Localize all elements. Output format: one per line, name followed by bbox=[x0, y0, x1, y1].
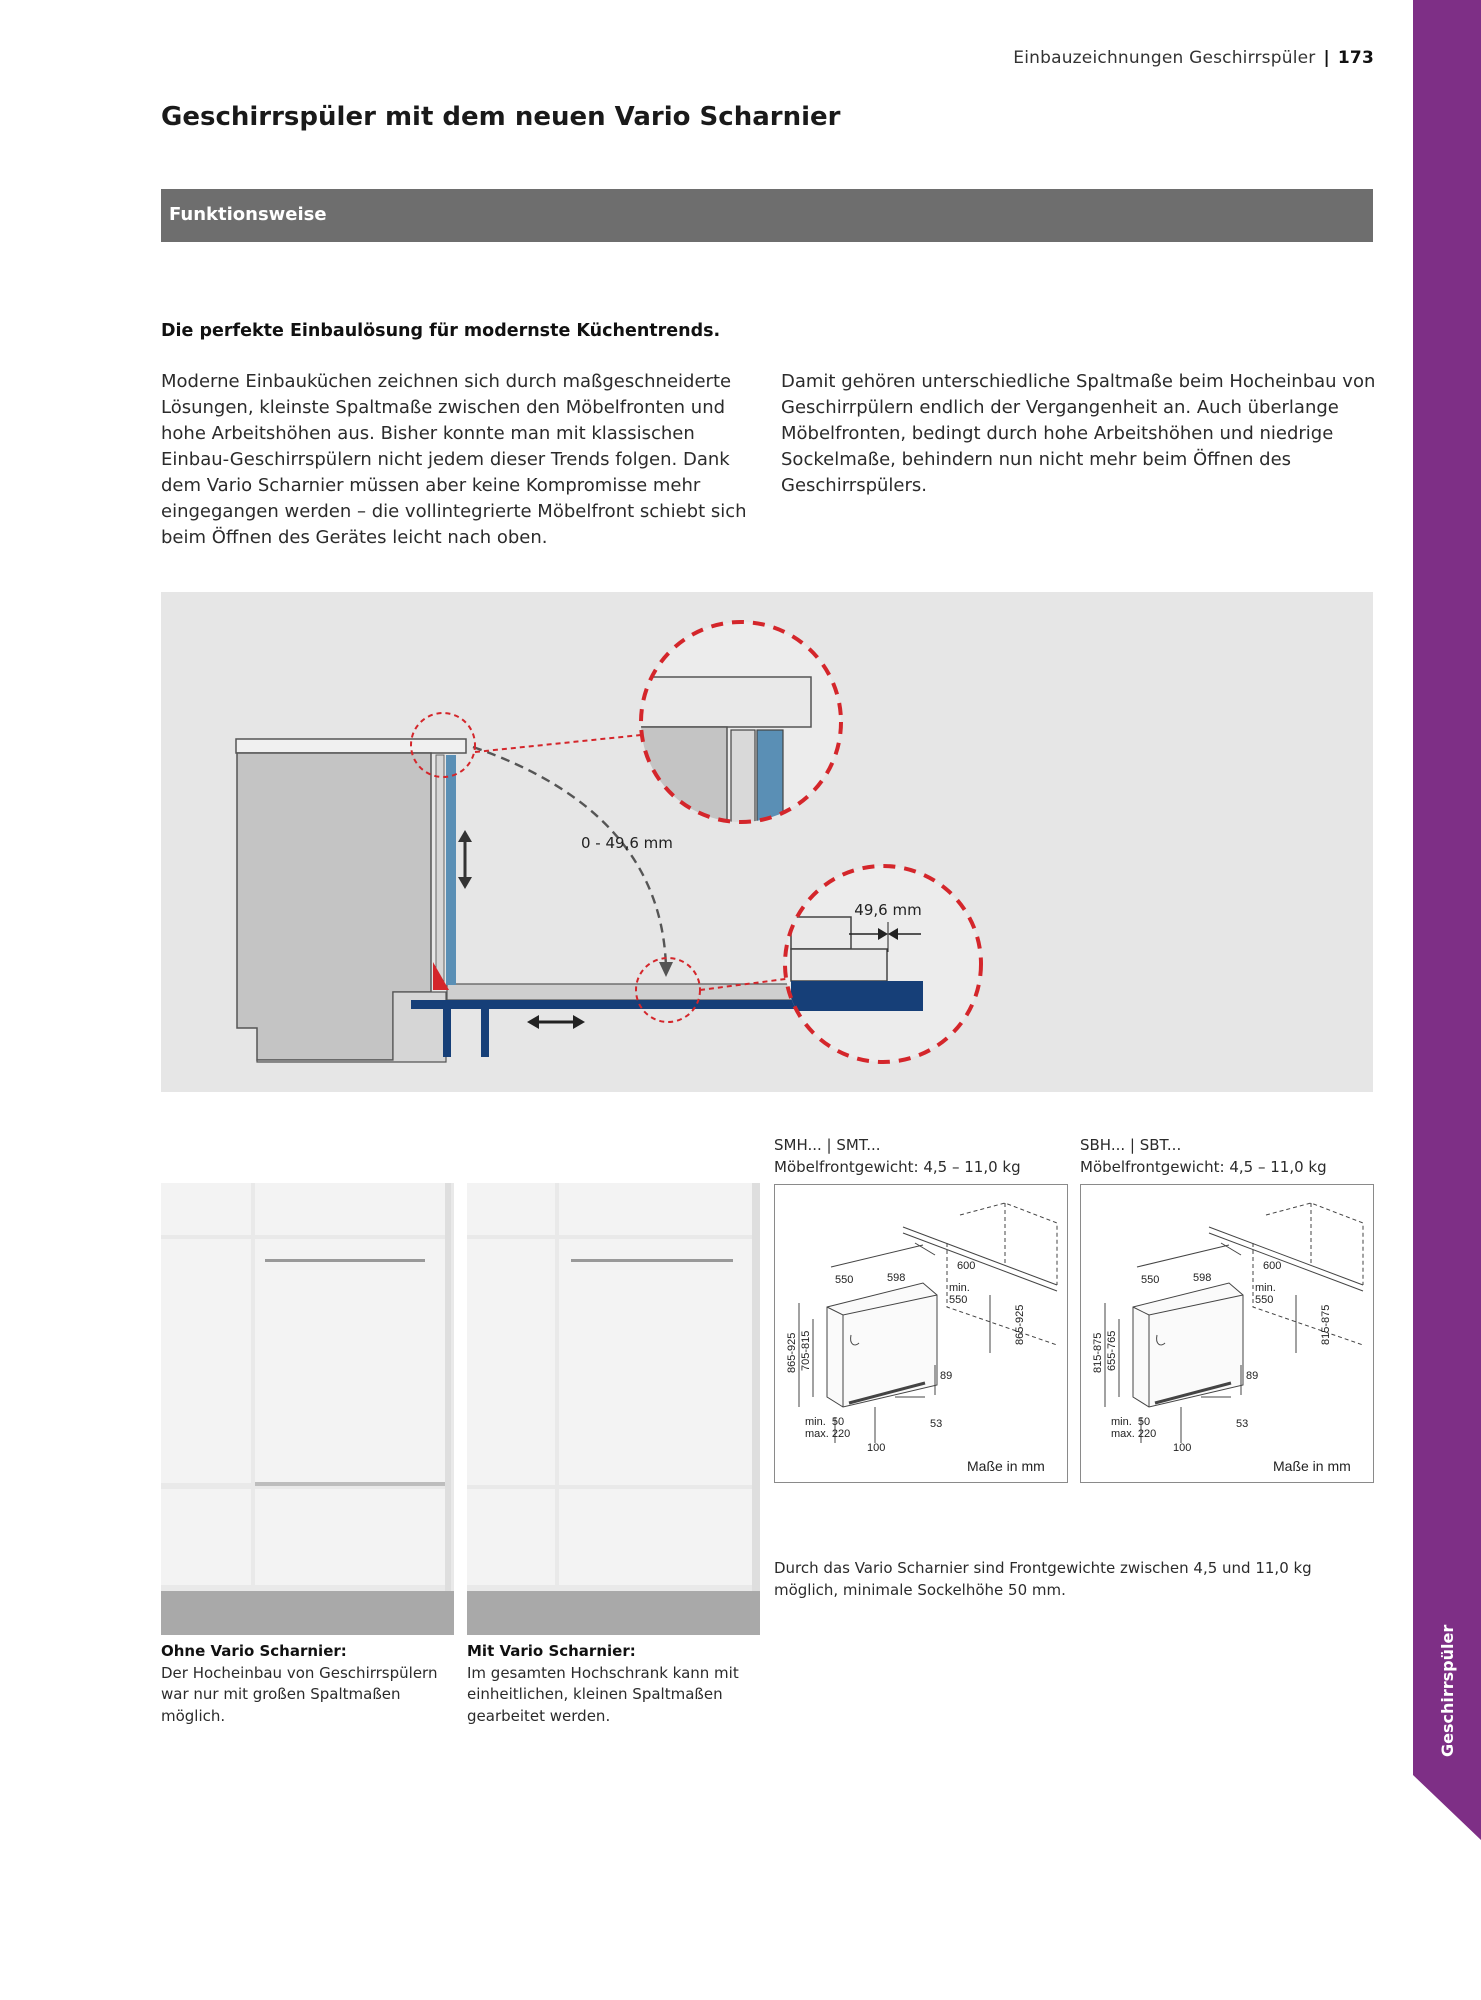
dim-550: 550 bbox=[835, 1274, 854, 1286]
dim-plinth-max: max. 220 bbox=[1111, 1428, 1157, 1440]
dim-height-outer: 865-925 bbox=[786, 1332, 798, 1373]
drawing-2-models: SBH... | SBT... bbox=[1080, 1136, 1182, 1154]
dim-min-550: 550 bbox=[949, 1294, 968, 1306]
running-header-section: Einbauzeichnungen Geschirrspüler bbox=[1013, 48, 1316, 68]
drawing-2-units: Maße in mm bbox=[1273, 1458, 1351, 1474]
side-tab-label: Geschirrspüler bbox=[1438, 1624, 1457, 1757]
drawing-2-label bbox=[1080, 1135, 1327, 1178]
section-bar bbox=[161, 189, 1373, 242]
dim-plinth-max: max. 220 bbox=[805, 1428, 851, 1440]
dim-min: min. bbox=[949, 1282, 970, 1294]
dim-598: 598 bbox=[887, 1272, 906, 1284]
dim-89: 89 bbox=[940, 1370, 953, 1382]
photo-without-vario bbox=[161, 1183, 454, 1635]
installation-drawing-1 bbox=[774, 1184, 1068, 1483]
range-label: 0 - 49,6 mm bbox=[581, 834, 673, 852]
page-title: Geschirrspüler mit dem neuen Vario Scharnier bbox=[161, 102, 841, 132]
drawing-1-models: SMH... | SMT... bbox=[774, 1136, 881, 1154]
hinge-diagram-graphic bbox=[161, 592, 1373, 1092]
drawing-2-weight: Möbelfrontgewicht: 4,5 – 11,0 kg bbox=[1080, 1157, 1327, 1176]
caption-with-vario bbox=[467, 1641, 767, 1727]
dim-53: 53 bbox=[1236, 1418, 1249, 1430]
caption-with-vario-title: Mit Vario Scharnier: bbox=[467, 1642, 636, 1660]
photo-with-vario bbox=[467, 1183, 760, 1635]
dim-plinth-min: min. 50 bbox=[1111, 1416, 1151, 1428]
dim-plinth-min: min. 50 bbox=[805, 1416, 845, 1428]
dim-min-550: 550 bbox=[1255, 1294, 1274, 1306]
dim-height-outer: 815-875 bbox=[1092, 1332, 1104, 1373]
dim-height-inner: 705-815 bbox=[800, 1330, 812, 1371]
dim-89: 89 bbox=[1246, 1370, 1259, 1382]
dim-100: 100 bbox=[867, 1442, 886, 1454]
dim-53: 53 bbox=[930, 1418, 943, 1430]
dim-598: 598 bbox=[1193, 1272, 1212, 1284]
dim-550: 550 bbox=[1141, 1274, 1160, 1286]
dim-height-niche: 815-875 bbox=[1320, 1304, 1332, 1345]
page-number: 173 bbox=[1337, 48, 1374, 68]
dim-100: 100 bbox=[1173, 1442, 1192, 1454]
dim-height-niche: 865-925 bbox=[1014, 1304, 1026, 1345]
caption-without-vario-title: Ohne Vario Scharnier: bbox=[161, 1642, 347, 1660]
dim-min: min. bbox=[1255, 1282, 1276, 1294]
installation-drawing-2 bbox=[1080, 1184, 1374, 1483]
dim-height-inner: 655-765 bbox=[1106, 1330, 1118, 1371]
drawing-1-label bbox=[774, 1135, 1021, 1178]
vario-note: Durch das Vario Scharnier sind Frontgewichte zwischen 4,5 und 11,0 kg möglich, minimale Sockelhöhe 50 mm. bbox=[774, 1559, 1312, 1599]
dim-600: 600 bbox=[1263, 1260, 1282, 1272]
caption-without-vario bbox=[161, 1641, 461, 1727]
intro-text-right: Damit gehören unterschiedliche Spaltmaße beim Hocheinbau von Geschirrpülern endlich der Vergangenheit an. Auch überlange Möbelfronten, bedingt durch hohe Arbeitshöhen und niedrige Sockelmaße, behindern nun nicht mehr beim Öffnen des Geschirrspülers. bbox=[781, 371, 1376, 496]
dim-600: 600 bbox=[957, 1260, 976, 1272]
caption-without-vario-text: Der Hocheinbau von Geschirrspülern war nur mit großen Spaltmaßen möglich. bbox=[161, 1663, 438, 1725]
hinge-diagram bbox=[161, 592, 1373, 1092]
section-bar-label: Funktionsweise bbox=[169, 204, 327, 225]
drawing-1-weight: Möbelfrontgewicht: 4,5 – 11,0 kg bbox=[774, 1157, 1021, 1176]
running-header: Einbauzeichnungen Geschirrspüler | 173 bbox=[1013, 48, 1374, 68]
detail-label: 49,6 mm bbox=[854, 901, 922, 919]
side-tab bbox=[1413, 0, 1481, 1840]
intro-heading: Die perfekte Einbaulösung für modernste Küchentrends. bbox=[161, 321, 721, 341]
intro-text-left: Moderne Einbauküchen zeichnen sich durch maßgeschneiderte Lösungen, kleinste Spaltmaße zwischen den Möbelfronten und hohe Arbeitshöhen aus. Bisher konnte man mit klassischen Einbau-Geschirrspülern nicht jedem dieser Trends folgen. Dank dem Vario Scharnier müssen aber keine Kompromisse mehr eingegangen werden – die vollintegrierte Möbelfront schiebt sich beim Öffnen des Gerätes leicht nach oben. bbox=[161, 371, 747, 548]
drawing-1-units: Maße in mm bbox=[967, 1458, 1045, 1474]
caption-with-vario-text: Im gesamten Hochschrank kann mit einheitlichen, kleinen Spaltmaßen gearbeitet werden. bbox=[467, 1663, 739, 1725]
